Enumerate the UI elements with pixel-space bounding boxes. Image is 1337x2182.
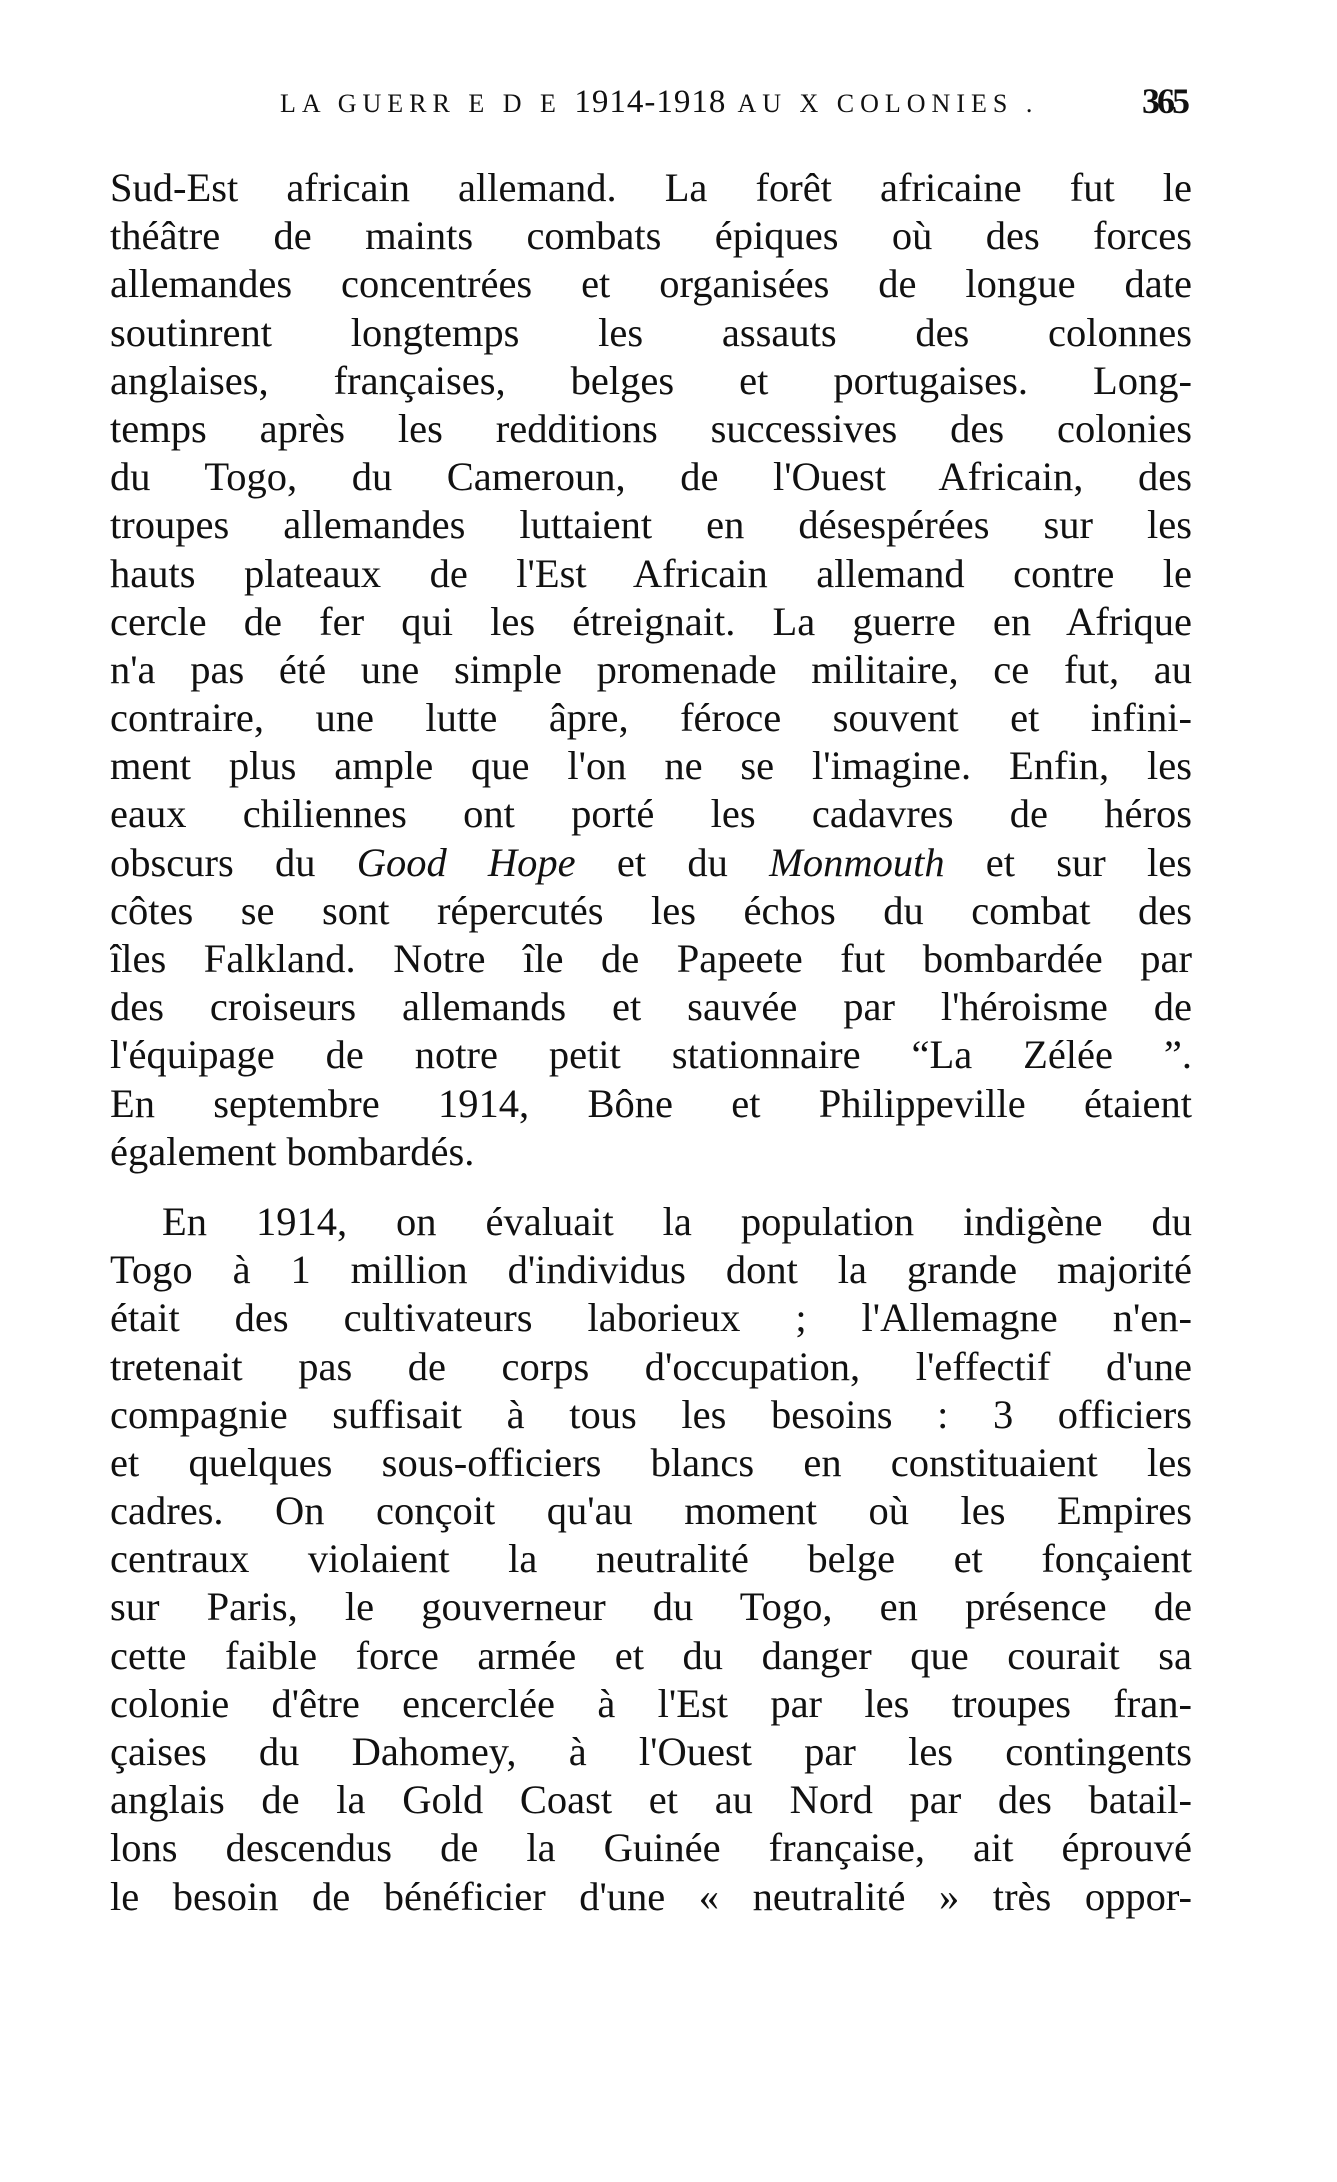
text-line: ment plus ample que l'on ne se l'imagine. Enfin, les xyxy=(110,743,1192,789)
text-line: eaux chiliennes ont porté les cadavres de héros xyxy=(110,791,1192,837)
text-line-ships xyxy=(110,839,1192,887)
paragraph-1 xyxy=(110,164,1192,1176)
running-title-before: LA GUERR E D E xyxy=(280,89,575,118)
text-line: anglaises, françaises, belges et portugaises. Long- xyxy=(110,357,1192,403)
text-line: En 1914, on évaluait la population indigène du xyxy=(162,1198,1192,1244)
text-line: Togo à 1 million d'individus dont la grande majorité xyxy=(110,1247,1192,1293)
text-line: sur Paris, le gouverneur du Togo, en présence de xyxy=(110,1584,1192,1630)
text-line: tretenait pas de corps d'occupation, l'effectif d'une xyxy=(110,1343,1192,1389)
running-head xyxy=(280,84,1039,121)
text-line: cadres. On conçoit qu'au moment où les Empires xyxy=(110,1488,1192,1534)
text-line: colonie d'être encerclée à l'Est par les troupes fran- xyxy=(110,1680,1192,1726)
page-number: 365 xyxy=(1142,81,1187,121)
text-line: En septembre 1914, Bône et Philippeville étaient xyxy=(110,1080,1192,1126)
text-line: temps après les redditions successives des colonies xyxy=(110,405,1192,451)
text-line: compagnie suffisait à tous les besoins : 3 officiers xyxy=(110,1391,1192,1437)
text-line: également bombardés. xyxy=(110,1128,475,1174)
text-line: des croiseurs allemands et sauvée par l'héroisme de xyxy=(110,984,1192,1030)
text-line: anglais de la Gold Coast et au Nord par des batail- xyxy=(110,1777,1192,1823)
text-line: cette faible force armée et du danger que courait sa xyxy=(110,1632,1192,1678)
text-line: le besoin de bénéficier d'une « neutralité » très oppor- xyxy=(110,1873,1192,1919)
ship-line-before: obscurs du xyxy=(110,839,357,885)
text-line: troupes allemandes luttaient en désespérées sur les xyxy=(110,502,1192,548)
text-line: et quelques sous-officiers blancs en constituaient les xyxy=(110,1439,1192,1485)
text-line: contraire, une lutte âpre, féroce souvent et infini- xyxy=(110,695,1192,741)
text-line: hauts plateaux de l'Est Africain allemand contre le xyxy=(110,550,1192,596)
paragraph-gap xyxy=(110,1176,1192,1198)
text-line: lons descendus de la Guinée française, ait éprouvé xyxy=(110,1825,1192,1871)
text-line: n'a pas été une simple promenade militaire, ce fut, au xyxy=(110,646,1192,692)
ship-name-monmouth: Monmouth xyxy=(769,839,945,885)
body-text xyxy=(110,164,1192,1921)
text-line: cercle de fer qui les étreignait. La guerre en Afrique xyxy=(110,598,1192,644)
text-line: soutinrent longtemps les assauts des colonnes xyxy=(110,309,1192,355)
text-line: était des cultivateurs laborieux ; l'Allemagne n'en- xyxy=(110,1295,1192,1341)
text-line: Sud-Est africain allemand. La forêt africaine fut le xyxy=(110,165,1192,210)
text-line: théâtre de maints combats épiques où des forces xyxy=(110,213,1192,259)
text-line: l'équipage de notre petit stationnaire “La Zélée ”. xyxy=(110,1032,1192,1078)
text-line: îles Falkland. Notre île de Papeete fut bombardée par xyxy=(110,936,1192,981)
text-line: côtes se sont répercutés les échos du combat des xyxy=(110,887,1192,933)
running-title-date: 1914-1918 xyxy=(574,84,727,120)
text-line: çaises du Dahomey, à l'Ouest par les contingents xyxy=(110,1729,1192,1774)
text-line: centraux violaient la neutralité belge et fonçaient xyxy=(110,1536,1192,1582)
paragraph-2 xyxy=(110,1198,1192,1921)
ship-line-middle: et du xyxy=(575,839,770,885)
running-title-after: AU X COLONIES . xyxy=(726,89,1039,118)
text-line: allemandes concentrées et organisées de longue date xyxy=(110,261,1192,307)
text-line: du Togo, du Cameroun, de l'Ouest Africain, des xyxy=(110,454,1192,500)
ship-line-after: et sur les xyxy=(944,839,1192,885)
ship-name-good-hope: Good Hope xyxy=(356,839,576,885)
